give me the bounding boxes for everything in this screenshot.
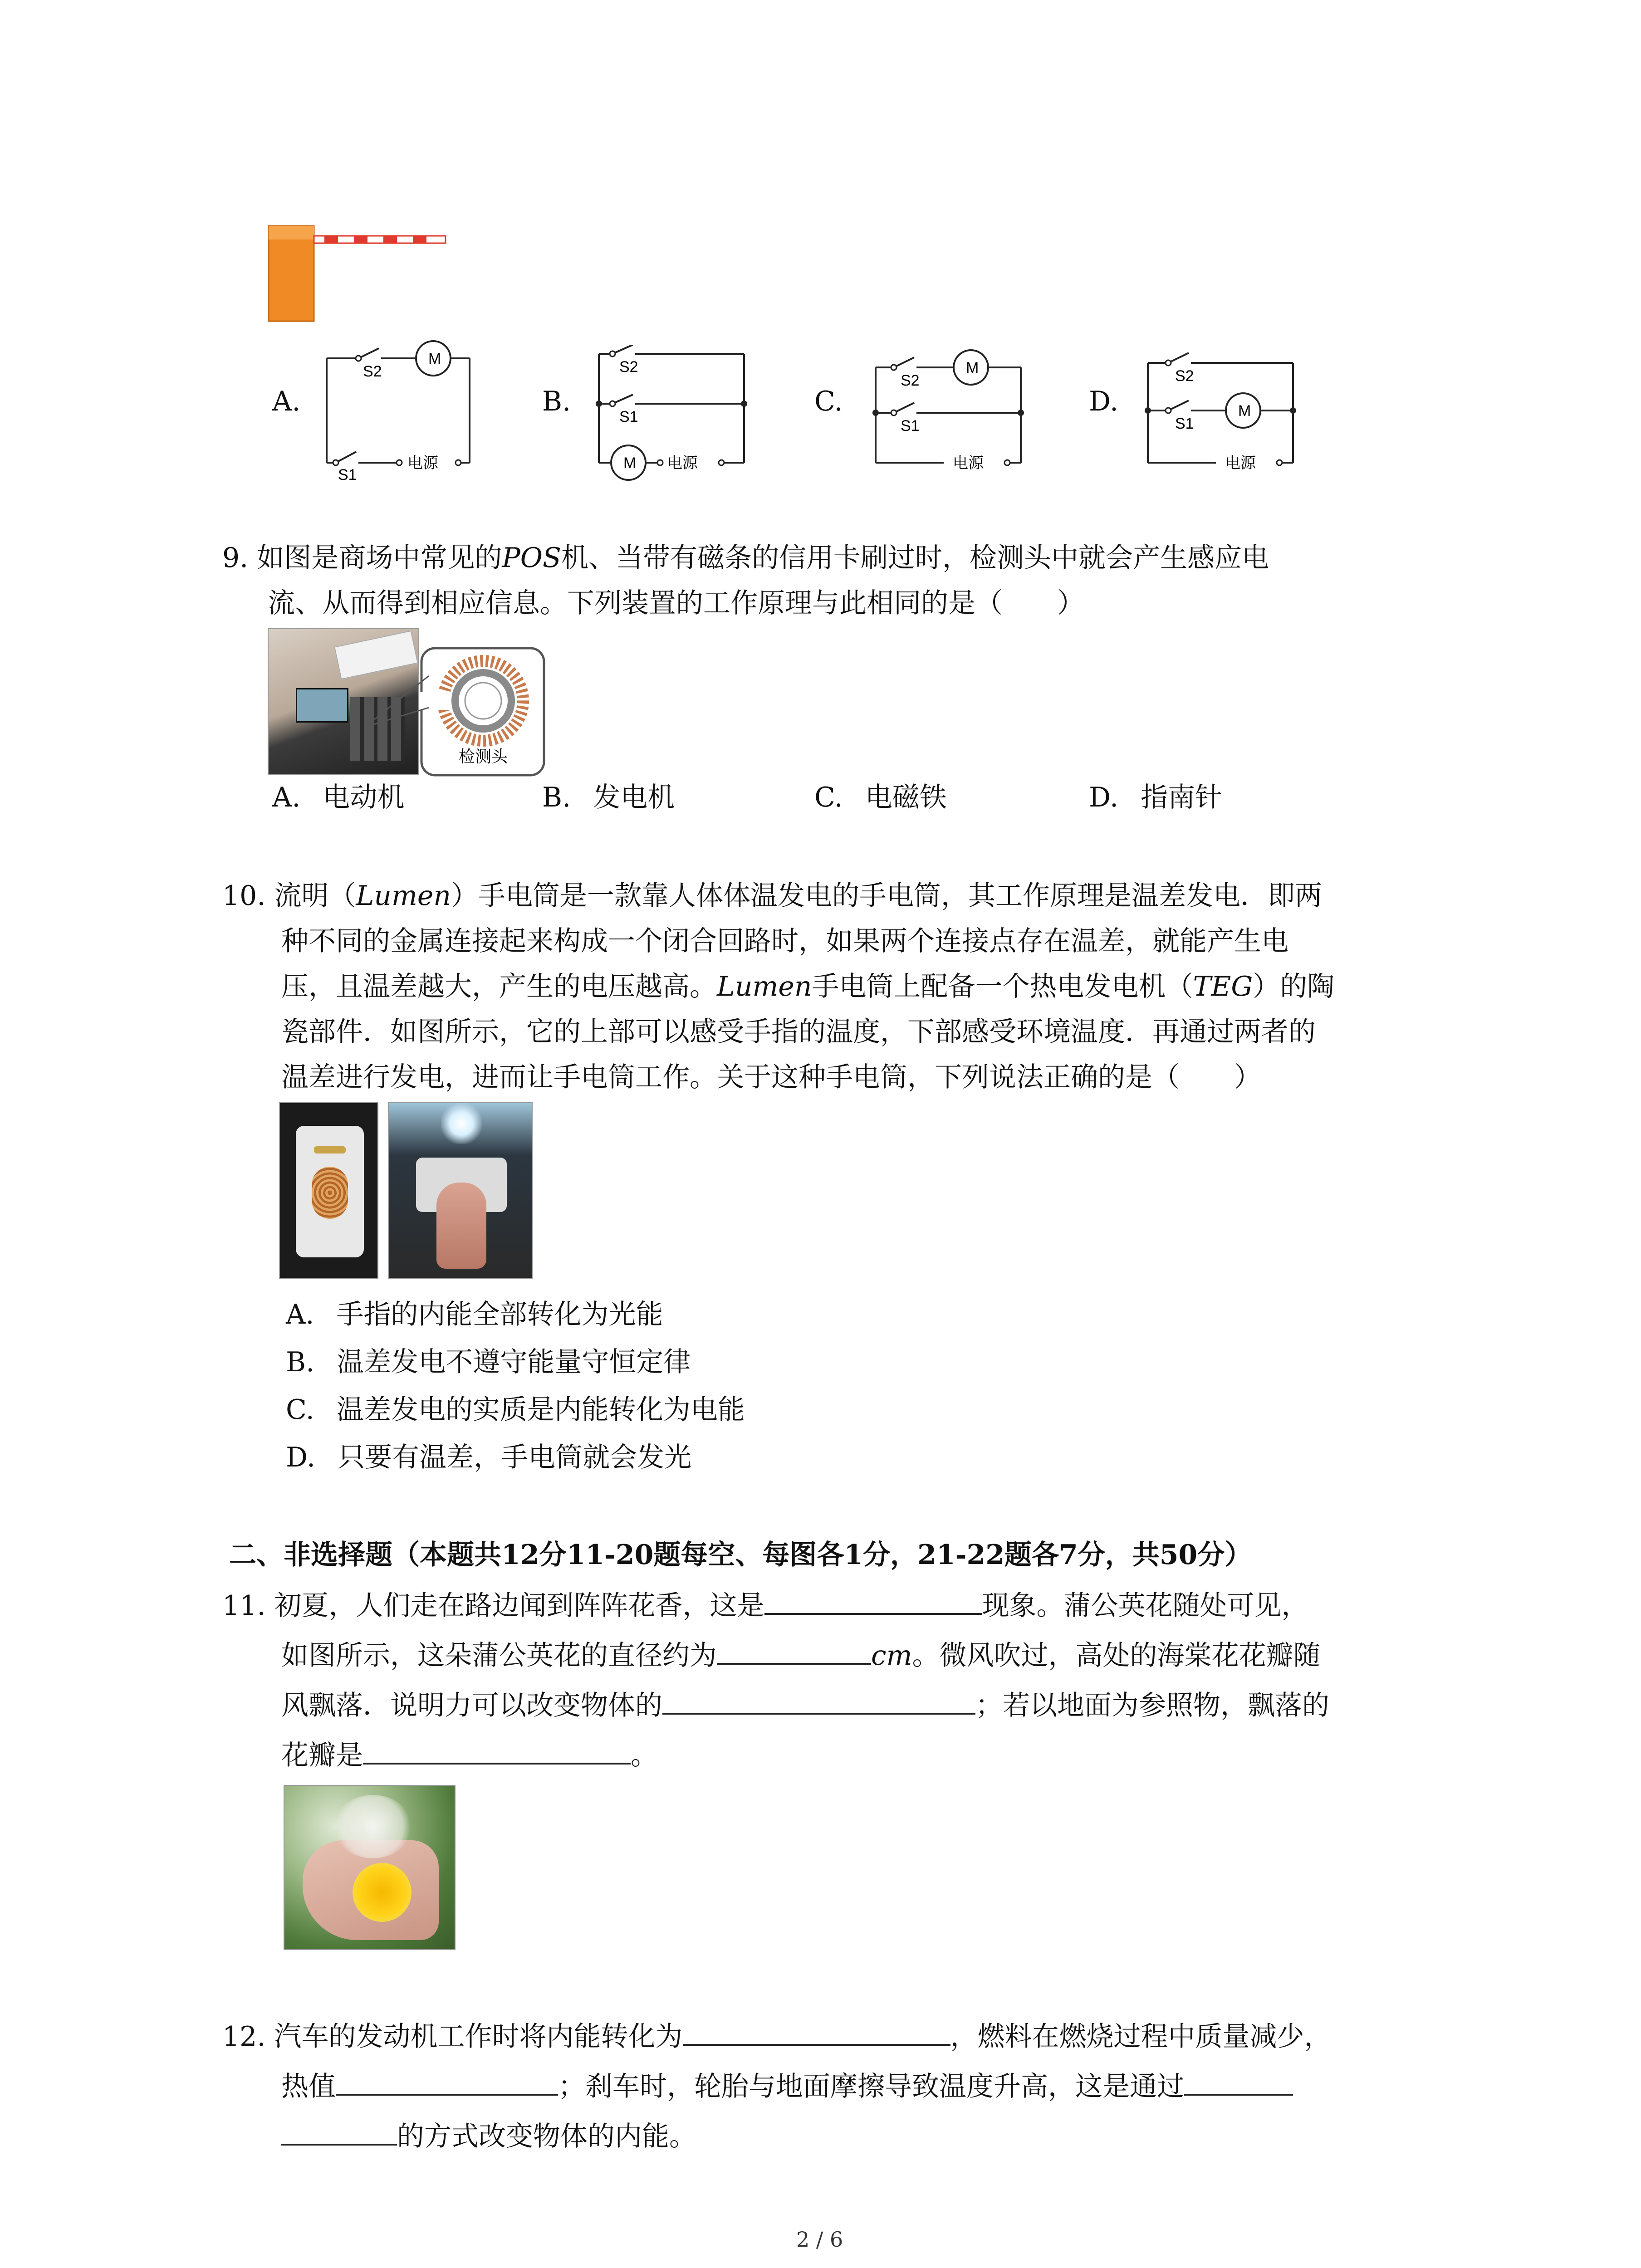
lumen-flashlight-photo-1: [279, 1102, 378, 1279]
q10-line5: 温差进行发电，进而让手电筒工作。关于这种手电筒，下列说法正确的是（ ）: [281, 1061, 1261, 1093]
q8-option-b-circuit: [585, 345, 758, 481]
thumb: [436, 1183, 486, 1269]
q10-line4: 瓷部件．如图所示，它的上部可以感受手指的温度，下部感受环境温度．再通过两者的: [281, 1016, 1316, 1048]
q10-teg: TEG: [1193, 971, 1253, 1002]
q9-option-d-letter: D.: [1089, 782, 1119, 813]
q9-option-c-text: 电磁铁: [865, 782, 947, 813]
q11-line2-b: 。微风吹过，高处的海棠花花瓣随: [912, 1640, 1321, 1672]
q8d-motor-label: M: [1238, 402, 1251, 420]
q10-option-b-letter: B.: [286, 1346, 315, 1378]
q8-option-b-letter: B.: [542, 386, 571, 417]
q10-option-d-letter: D.: [286, 1442, 316, 1473]
q9-option-a: [272, 776, 404, 815]
q8c-motor-label: M: [966, 359, 979, 376]
q11-line1: [222, 1583, 1309, 1628]
q8d-power-label: 电源: [1225, 454, 1256, 472]
q11-line2: [281, 1633, 1321, 1678]
q10-line3-a: 压，且温差越大，产生的电压越高。: [281, 971, 717, 1002]
q11-line4-a: 花瓣是: [281, 1740, 363, 1771]
q12-line2-b: ；刹车时，轮胎与地面摩擦导致温度升高，这是通过: [558, 2071, 1184, 2102]
q8-option-c-circuit: [862, 345, 1034, 481]
q10-line1-a: 流明（: [274, 880, 356, 912]
q9-line1: [222, 535, 1269, 581]
q8-option-d-letter: D.: [1089, 386, 1119, 417]
q12-blank-1[interactable]: [683, 2017, 950, 2046]
q9-option-c: [814, 776, 947, 815]
q9-option-b: [542, 776, 675, 815]
q8-option-c-letter: C.: [814, 386, 843, 417]
q10-option-c: [286, 1388, 745, 1427]
q9-option-b-letter: B.: [542, 782, 571, 813]
q10-line2: 种不同的金属连接起来构成一个闭合回路时，如果两个连接点存在温差，就能产生电: [281, 925, 1288, 957]
q8d-s1-label: S1: [1175, 415, 1194, 432]
q12-line3-text: 的方式改变物体的内能。: [397, 2121, 696, 2152]
q10-lumen-1: Lumen: [356, 880, 451, 912]
q12-number: 12.: [222, 2021, 266, 2053]
q11-unit: cm: [871, 1640, 912, 1672]
q8c-s1-label: S1: [901, 417, 920, 435]
q8-option-a-letter: A.: [272, 386, 301, 417]
q10-option-d: [286, 1436, 691, 1475]
q10-lumen-2: Lumen: [717, 971, 812, 1002]
q11-line1-a: 初夏，人们走在路边闻到阵阵花香，这是: [274, 1590, 764, 1622]
q10-line3-b: 手电筒上配备一个热电发电机（: [812, 971, 1193, 1002]
page-number: 2 / 6: [796, 2227, 843, 2252]
q9-option-a-letter: A.: [272, 782, 301, 813]
q9-option-d: [1089, 776, 1222, 815]
q10-line1-b: ）手电筒是一款靠人体体温发电的手电筒，其工作原理是温差发电．即两: [451, 880, 1323, 912]
q10-option-c-letter: C.: [286, 1394, 314, 1426]
q8-option-a-circuit: [318, 336, 481, 481]
q12-line2-a: 热值: [281, 2071, 336, 2102]
light-beam: [441, 1103, 482, 1144]
pos-callout-lines: [372, 671, 431, 726]
q9-line2: 流、从而得到相应信息。下列装置的工作原理与此相同的是（ ）: [268, 587, 1084, 619]
q11-line3: [281, 1683, 1329, 1728]
q10-option-b: [286, 1340, 691, 1379]
barrier-gate-figure: [263, 218, 454, 331]
q11-blank-1[interactable]: [764, 1586, 982, 1615]
q12-line1-b: ，燃料在燃烧过程中质量减少，: [950, 2021, 1332, 2053]
detector-head-label: 检测头: [458, 748, 508, 766]
q9-option-b-text: 发电机: [593, 782, 675, 813]
q9-line1-pre: 如图是商场中常见的: [257, 542, 502, 574]
q10-option-a-text: 手指的内能全部转化为光能: [336, 1299, 663, 1330]
q8b-s1-label: S1: [619, 408, 638, 425]
q11-line4-b: 。: [631, 1740, 658, 1771]
q8b-power-label: 电源: [667, 454, 698, 472]
detector-head-diagram: [420, 646, 547, 778]
q11-blank-3[interactable]: [662, 1686, 975, 1715]
q10-option-a-letter: A.: [286, 1299, 314, 1330]
q8d-s2-label: S2: [1175, 367, 1194, 385]
q12-line1-a: 汽车的发动机工作时将内能转化为: [274, 2021, 683, 2053]
fingerprint-pad: [312, 1167, 348, 1219]
q8a-s2-label: S2: [363, 363, 382, 380]
q11-blank-4[interactable]: [363, 1735, 631, 1765]
q10-line1: [222, 873, 1322, 919]
q10-line3-c: ）的陶: [1253, 971, 1335, 1002]
q12-blank-2[interactable]: [336, 2067, 558, 2096]
q9-option-d-text: 指南针: [1141, 782, 1223, 813]
q9-number: 9.: [222, 542, 249, 574]
q9-option-c-letter: C.: [814, 782, 843, 813]
q12-line2: [281, 2064, 1293, 2109]
lumen-flashlight-photo-2: [388, 1102, 533, 1279]
q10-option-c-text: 温差发电的实质是内能转化为电能: [336, 1394, 745, 1426]
pos-screen: [296, 688, 348, 723]
q8c-s2-label: S2: [901, 372, 920, 389]
q8a-s1-label: S1: [338, 466, 357, 481]
q11-line1-b: 现象。蒲公英花随处可见，: [982, 1590, 1309, 1622]
q9-line1-post: 机、当带有磁条的信用卡刷过时，检测头中就会产生感应电: [561, 542, 1269, 574]
q12-line1: [222, 2014, 1332, 2059]
q10-option-a: [286, 1293, 663, 1332]
q11-number: 11.: [222, 1590, 266, 1622]
q11-line3-a: 风飘落．说明力可以改变物体的: [281, 1690, 662, 1721]
q10-option-d-text: 只要有温差，手电筒就会发光: [338, 1442, 692, 1473]
q10-option-b-text: 温差发电不遵守能量守恒定律: [337, 1346, 691, 1378]
q11-line2-a: 如图所示，这朵蒲公英花的直径约为: [281, 1640, 717, 1672]
q9-pos: POS: [502, 542, 561, 574]
dandelion-photo: [284, 1785, 456, 1950]
q12-line3: [281, 2114, 696, 2159]
q11-blank-2[interactable]: [717, 1636, 871, 1665]
q11-line4: [281, 1733, 658, 1778]
q8b-s2-label: S2: [619, 358, 638, 376]
q10-line3: [281, 964, 1334, 1009]
q10-number: 10.: [222, 880, 266, 912]
q8a-power-label: 电源: [407, 454, 438, 472]
q8a-motor-label: M: [428, 350, 441, 367]
dandelion-seedhead: [334, 1795, 411, 1858]
q12-blank-3b[interactable]: [281, 2116, 397, 2146]
section-heading: 二、非选择题（本题共12分11-20题每空、每图各1分，21-22题各7分，共50分）: [229, 1539, 1252, 1571]
q8c-power-label: 电源: [953, 454, 984, 472]
q12-blank-3a[interactable]: [1184, 2067, 1293, 2096]
q11-line3-b: ；若以地面为参照物，飘落的: [975, 1690, 1329, 1721]
q8b-motor-label: M: [623, 455, 637, 472]
q9-option-a-text: 电动机: [323, 782, 405, 813]
dandelion-flower: [353, 1863, 411, 1922]
led-slot: [314, 1146, 346, 1154]
q8-option-d-circuit: [1134, 345, 1307, 481]
